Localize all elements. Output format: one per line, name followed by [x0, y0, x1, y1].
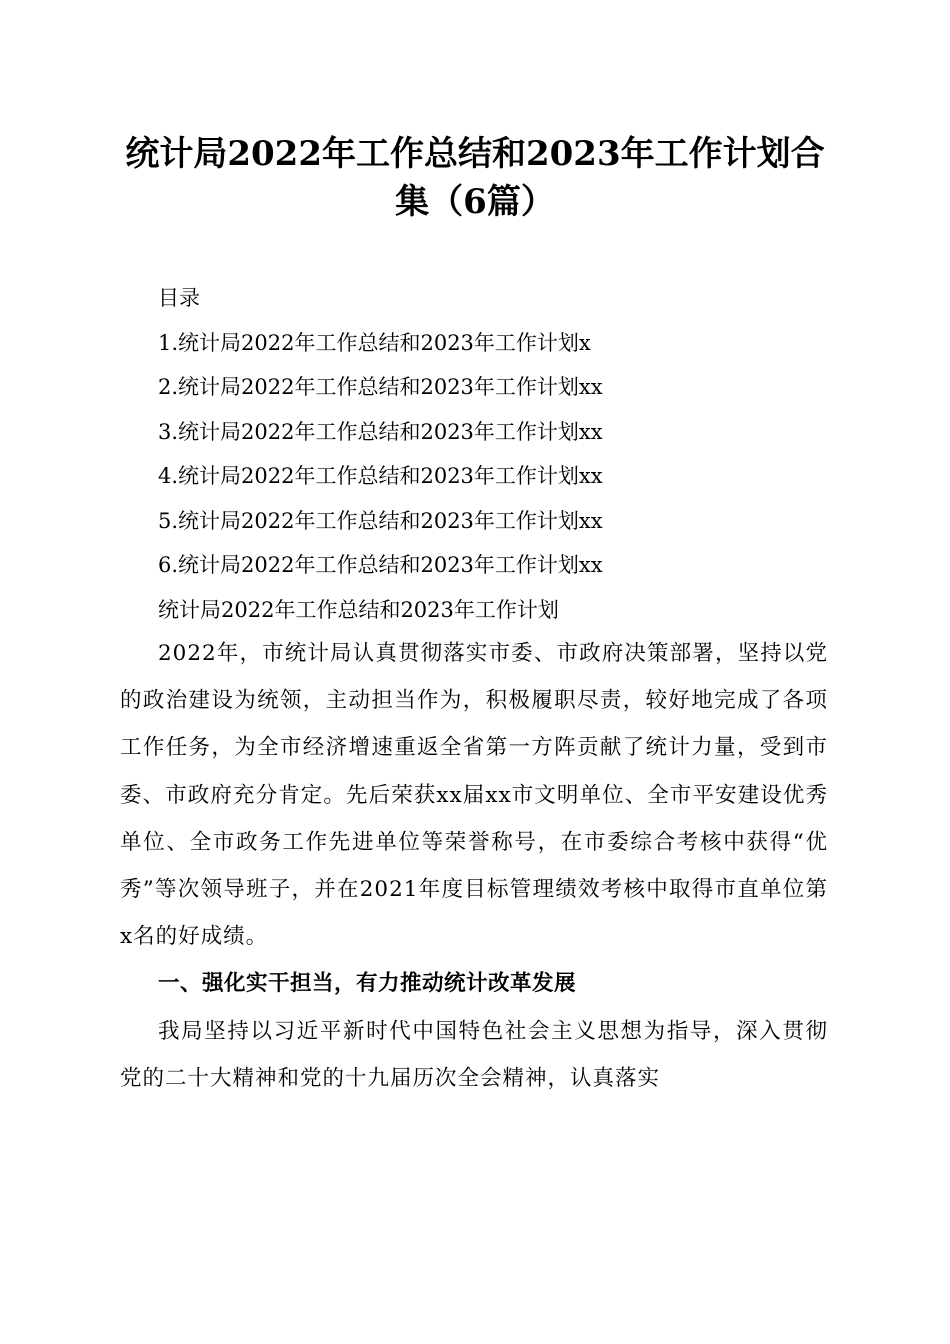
document-title	[100, 130, 850, 226]
toc-item-2: 2.统计局2022年工作总结和2023年工作计划xx	[158, 375, 603, 399]
intro-paragraph: 2022年，市统计局认真贯彻落实市委、市政府决策部署，坚持以党的政治建设为统领，主动担当作为，积极履职尽责，较好地完成了各项工作任务，为全市经济增速重返全省第一方阵贡献了统计力量，受到市委、市政府充分肯定。先后荣获xx届xx市文明单位、全市平安建设优秀单位、全市政务工作先进单位等荣誉称号，在市委综合考核中获得“优秀”等次领导班子，并在2021年度目标管理绩效考核中取得市直单位第x名的好成绩。	[120, 641, 828, 950]
table-of-contents	[158, 276, 838, 632]
section-subtitle: 统计局2022年工作总结和2023年工作计划	[158, 597, 559, 622]
toc-item-6: 6.统计局2022年工作总结和2023年工作计划xx	[158, 553, 603, 577]
section-1-paragraph: 我局坚持以习近平新时代中国特色社会主义思想为指导，深入贯彻党的二十大精神和党的十九届历次全会精神，认真落实	[120, 1018, 828, 1091]
toc-item-5: 5.统计局2022年工作总结和2023年工作计划xx	[158, 508, 603, 533]
title-line-2: 集（6篇）	[395, 182, 555, 222]
toc-heading: 目录	[158, 286, 200, 310]
document-body	[120, 630, 828, 1102]
toc-item-3: 3.统计局2022年工作总结和2023年工作计划xx	[158, 419, 603, 444]
toc-item-1: 1.统计局2022年工作总结和2023年工作计划x	[158, 330, 591, 355]
title-line-1: 统计局2022年工作总结和2023年工作计划合	[125, 134, 825, 174]
toc-item-4: 4.统计局2022年工作总结和2023年工作计划xx	[158, 464, 603, 488]
section-1-heading: 一、强化实干担当，有力推动统计改革发展	[158, 971, 577, 997]
